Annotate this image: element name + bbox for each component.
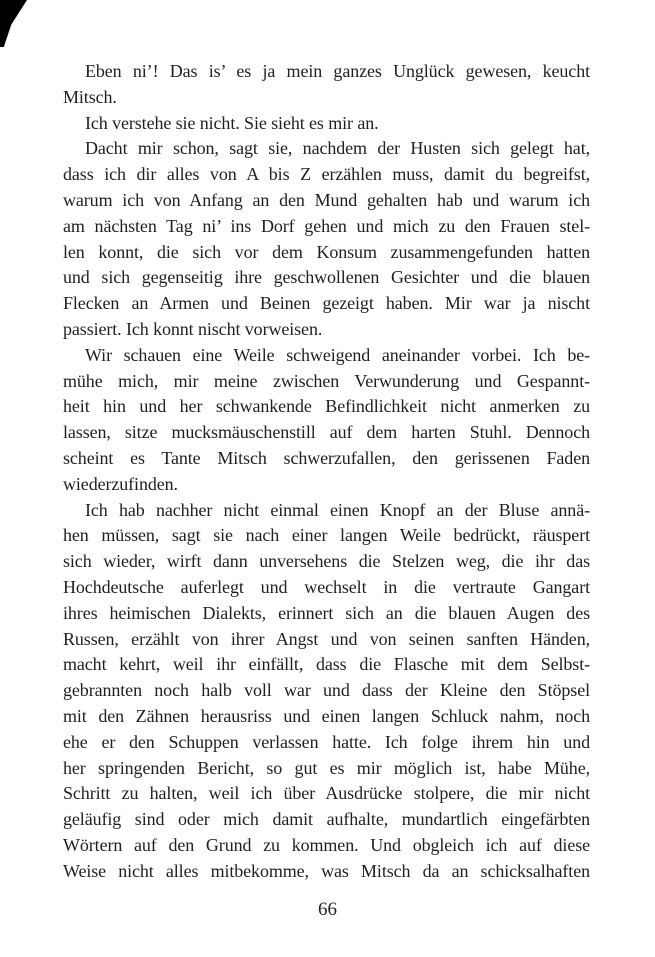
paragraph xyxy=(63,59,590,111)
text-line: Dacht mir schon, sagt sie, nachdem der Husten sich gelegt hat, xyxy=(85,138,590,159)
text-line: heit hin und her schwankende Befindlichkeit nicht anmerken zu xyxy=(63,396,590,417)
text-line: hen müssen, sagt sie nach einer langen Weile bedrückt, räuspert xyxy=(63,525,590,546)
text-line: mit den Zähnen herausriss und einen langen Schluck nahm, noch xyxy=(63,705,590,726)
text-line: macht kehrt, weil ihr einfällt, dass die Flasche mit dem Selbst- xyxy=(63,654,590,675)
page-number: 66 xyxy=(318,899,337,920)
text-line: len konnt, die sich vor dem Konsum zusammengefunden hatten xyxy=(63,241,590,262)
text-line: Russen, erzählt von ihrer Angst und von seinen sanften Händen, xyxy=(63,628,590,649)
scan-corner-artifact xyxy=(0,0,27,47)
text-line: am nächsten Tag ni’ ins Dorf gehen und mich zu den Frauen stel- xyxy=(63,215,590,236)
text-line: Weise nicht alles mitbekomme, was Mitsch da an schicksalhaften xyxy=(63,860,590,881)
text-line: gebrannten noch halb voll war und dass der Kleine den Stöpsel xyxy=(63,680,590,701)
text-line: geläufig sind oder mich damit aufhalte, mundartlich eingefärbten xyxy=(63,809,590,830)
text-line: scheint es Tante Mitsch schwerzufallen, den gerissenen Faden xyxy=(63,447,590,468)
text-line: her springenden Bericht, so gut es mir möglich ist, habe Mühe, xyxy=(63,757,590,778)
text-line: Ich hab nachher nicht einmal einen Knopf an der Bluse annä- xyxy=(85,499,590,520)
text-line: warum ich von Anfang an den Mund gehalten hab und warum ich xyxy=(63,189,590,210)
text-line: Hochdeutsche auferlegt und wechselt in die vertraute Gangart xyxy=(63,576,590,597)
text-line: ehe er den Schuppen verlassen hatte. Ich folge ihrem hin und xyxy=(63,731,590,752)
text-line: wiederzufinden. xyxy=(63,473,178,494)
paragraph xyxy=(63,343,590,498)
paragraph xyxy=(63,498,590,885)
text-line: und sich gegenseitig ihre geschwollenen Gesichter und die blauen xyxy=(63,267,590,288)
text-line: Flecken an Armen und Beinen gezeigt haben. Mir war ja nischt xyxy=(63,293,590,314)
text-line: dass ich dir alles von A bis Z erzählen muss, damit du begreifst, xyxy=(63,164,590,185)
text-line: passiert. Ich konnt nischt vorweisen. xyxy=(63,318,323,339)
text-line: lassen, sitze mucksmäuschenstill auf dem harten Stuhl. Dennoch xyxy=(63,422,590,443)
paragraph xyxy=(63,111,590,137)
text-line: Ich verstehe sie nicht. Sie sieht es mir an. xyxy=(85,112,379,133)
text-line: ihres heimischen Dialekts, erinnert sich an die blauen Augen des xyxy=(63,602,590,623)
text-line: mühe mich, mir meine zwischen Verwunderung und Gespannt- xyxy=(63,370,590,391)
paragraph xyxy=(63,136,590,342)
text-line: sich wieder, wirft dann unversehens die Stelzen weg, die ihr das xyxy=(63,551,590,572)
body-text xyxy=(63,59,590,885)
text-line: Eben ni’! Das is’ es ja mein ganzes Unglück gewesen, keucht xyxy=(85,61,590,81)
text-line: Schritt zu halten, weil ich über Ausdrücke stolpere, die mir nicht xyxy=(63,783,590,804)
text-line: Mitsch. xyxy=(63,86,117,107)
text-line: Wir schauen eine Weile schweigend aneinander vorbei. Ich be- xyxy=(85,344,590,365)
text-line: Wörtern auf den Grund zu kommen. Und obgleich ich auf diese xyxy=(63,834,590,855)
